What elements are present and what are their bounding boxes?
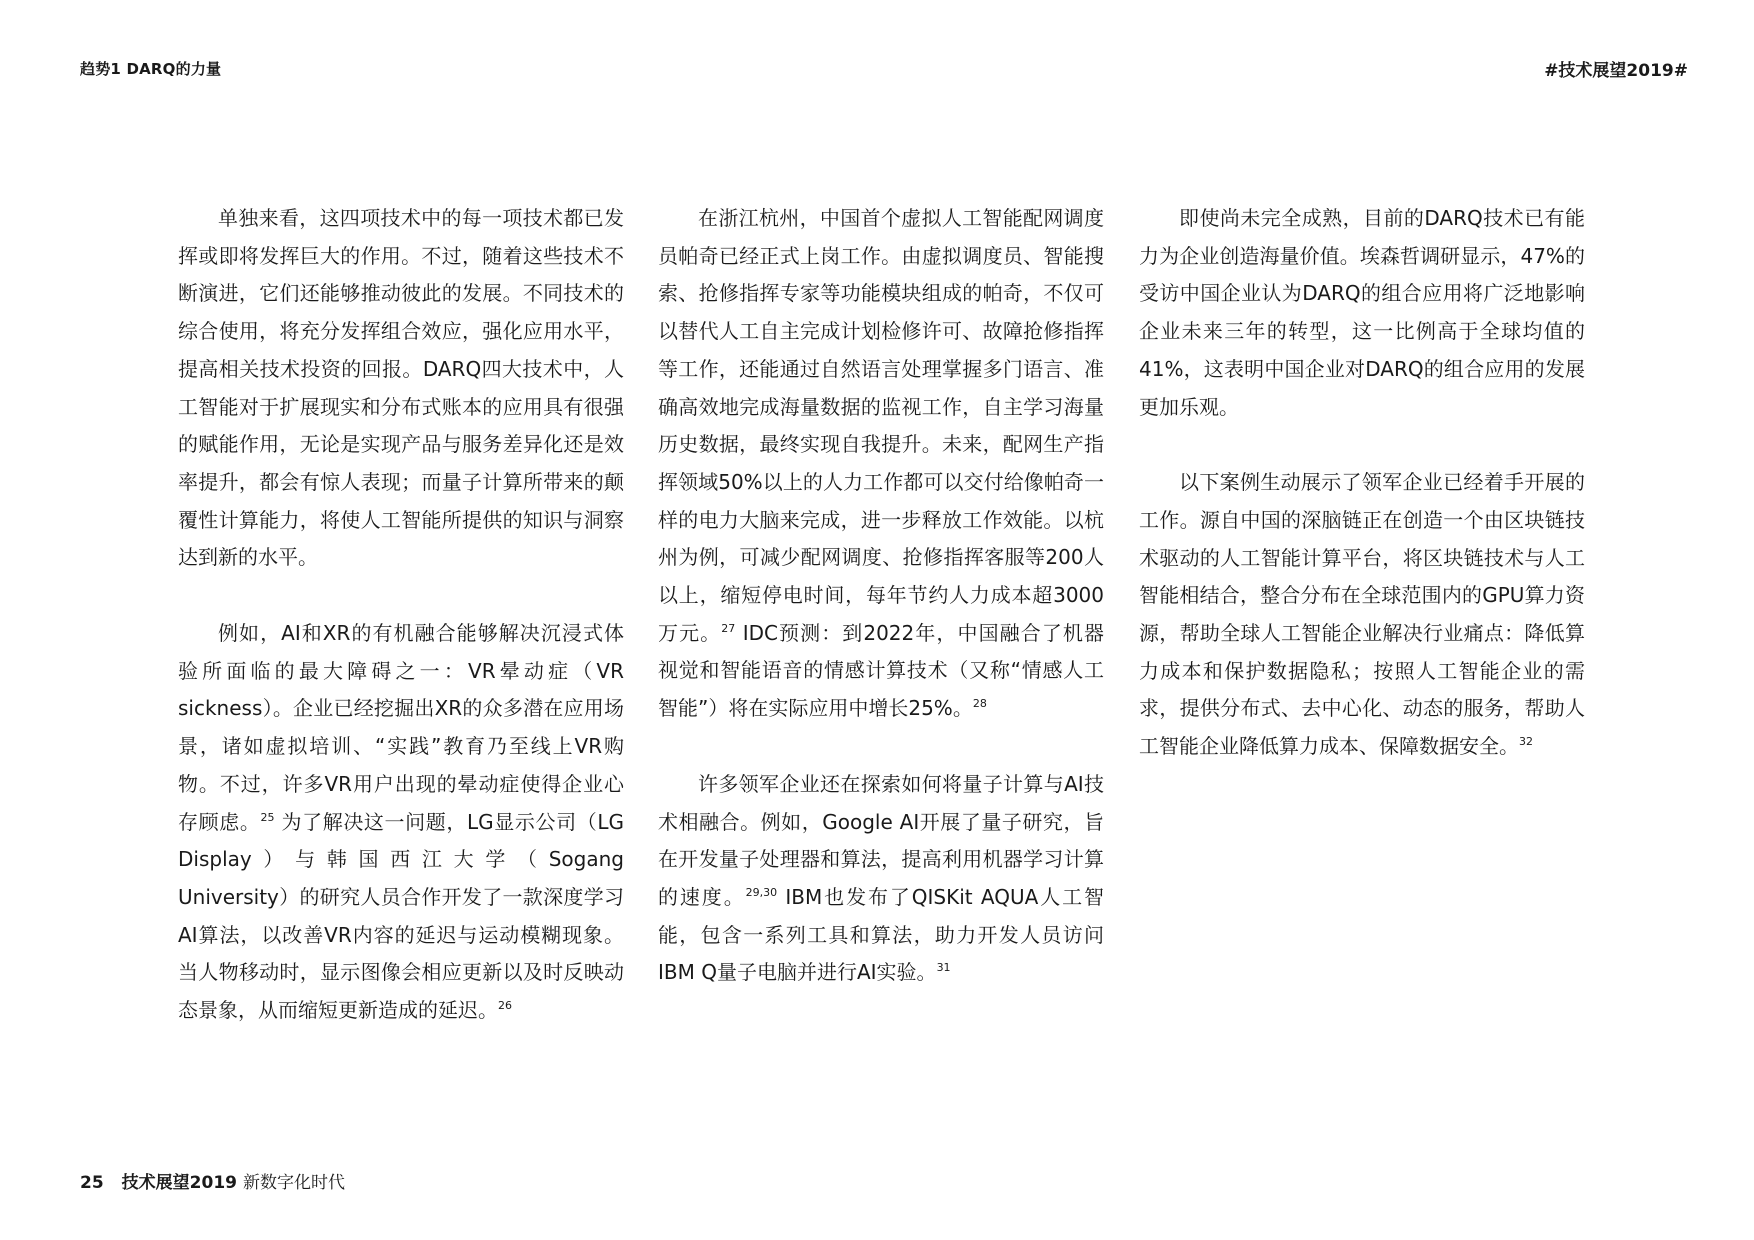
page-footer <box>80 1168 345 1193</box>
paragraph <box>178 615 624 1030</box>
footnote-ref: 27 <box>721 621 736 635</box>
paragraph-text: 许多领军企业还在探索如何将量子计算与AI技术相融合。例如，Google AI开展了量子研究，旨在开发量子处理器和算法，提高利用机器学习计算的速度。 <box>658 771 1104 909</box>
paragraph <box>658 766 1104 992</box>
footnote-ref: 31 <box>936 961 951 975</box>
paragraph-text: IDC预测：到2022年，中国融合了机器视觉和智能语音的情感计算技术（又称“情感人工智能”）将在实际应用中增长25%。 <box>658 620 1104 721</box>
page-number: 25 <box>80 1173 104 1193</box>
paragraph <box>1139 464 1585 766</box>
publication-subtitle: 新数字化时代 <box>243 1173 345 1193</box>
paragraph-text: 在浙江杭州，中国首个虚拟人工智能配网调度员帕奇已经正式上岗工作。由虚拟调度员、智能搜索、抢修指挥专家等功能模块组成的帕奇，不仅可以替代人工自主完成计划检修许可、故障抢修指挥等工作，还能通过自然语言处理掌握多门语言、准确高效地完成海量数据的监视工作，自主学习海量历史数据，最终实现自我提升。未来，配网生产指挥领域50%以上的人力工作都可以交付给像帕奇一样的电力大脑来完成，进一步释放工作效能。以杭州为例，可减少配网调度、抢修指挥客服等200人以上，缩短停电时间，每年节约人力成本超3000万元。 <box>658 206 1104 645</box>
text-column-1 <box>178 200 624 1068</box>
paragraph-text: IBM也发布了QISKit AQUA人工智能，包含一系列工具和算法，助力开发人员访问IBM Q量子电脑并进行AI实验。 <box>658 884 1104 985</box>
paragraph-text: 以下案例生动展示了领军企业已经着手开展的工作。源自中国的深脑链正在创造一个由区块链技术驱动的人工智能计算平台，将区块链技术与人工智能相结合，整合分布在全球范围内的GPU算力资源，帮助全球人工智能企业解决行业痛点：降低算力成本和保护数据隐私；按照人工智能企业的需求，提供分布式、去中心化、动态的服务，帮助人工智能企业降低算力成本、保障数据安全。 <box>1139 470 1585 759</box>
footnote-ref: 26 <box>498 999 512 1013</box>
publication-title: 技术展望2019 <box>121 1173 237 1193</box>
footnote-ref: 25 <box>260 810 275 824</box>
section-header: 趋势1 DARQ的力量 <box>80 60 222 78</box>
paragraph-text: 单独来看，这四项技术中的每一项技术都已发挥或即将发挥巨大的作用。不过，随着这些技术不断演进，它们还能够推动彼此的发展。不同技术的综合使用，将充分发挥组合效应，强化应用水平，提高相关技术投资的回报。DARQ四大技术中，人工智能对于扩展现实和分布式账本的应用具有很强的赋能作用，无论是实现产品与服务差异化还是效率提升，都会有惊人表现；而量子计算所带来的颠覆性计算能力，将使人工智能所提供的知识与洞察达到新的水平。 <box>178 206 624 570</box>
paragraph <box>658 200 1104 728</box>
paragraph-text: 为了解决这一问题，LG显示公司（LG Display）与韩国西江大学（Sogang University）的研究人员合作开发了一款深度学习AI算法，以改善VR内容的延迟与运动模糊现象。当人物移动时，显示图像会相应更新以及时反映动态景象，从而缩短更新造成的延迟。 <box>178 809 625 1023</box>
paragraph-text: 即使尚未完全成熟，目前的DARQ技术已有能力为企业创造海量价值。埃森哲调研显示，47%的受访中国企业认为DARQ的组合应用将广泛地影响企业未来三年的转型，这一比例高于全球均值的41%，这表明中国企业对DARQ的组合应用的发展更加乐观。 <box>1139 206 1585 419</box>
publication-tag: #技术展望2019# <box>1544 61 1688 81</box>
footnote-ref: 29,30 <box>745 885 778 899</box>
text-column-3 <box>1139 200 1585 804</box>
paragraph <box>1139 200 1585 426</box>
footnote-ref: 32 <box>1519 735 1533 749</box>
paragraph-text: 例如，AI和XR的有机融合能够解决沉浸式体验所面临的最大障碍之一：VR晕动症（VR sickness）。企业已经挖掘出XR的众多潜在应用场景，诸如虚拟培训、“实践”教育乃至线上VR购物。不过，许多VR用户出现的晕动症使得企业心存顾虑。 <box>178 621 624 834</box>
footnote-ref: 28 <box>972 697 987 711</box>
text-column-2 <box>658 200 1104 1030</box>
paragraph <box>178 200 624 577</box>
